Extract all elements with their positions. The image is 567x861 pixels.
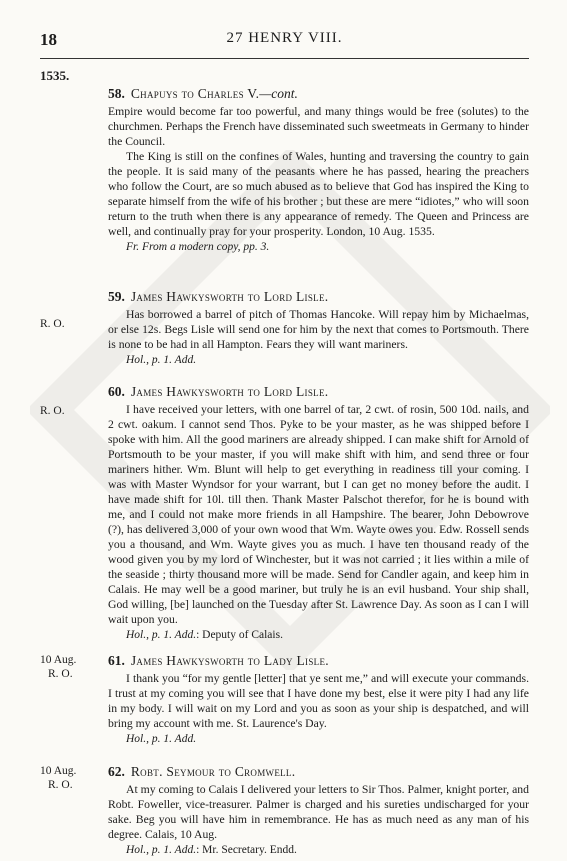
entry-heading <box>108 764 529 780</box>
entry-heading <box>108 86 529 102</box>
entry-body <box>108 653 529 747</box>
entry-body <box>108 289 529 368</box>
entry-paragraph: I thank you “for my gentle [letter] that ye sent me,” and will execute your commands. I trust at my coming you will see that I have done my best, else it were pity I had any life in my body. I will wait on my Lord and you as soon as your ship is despatched, and will bring my account with me. St. Laurence's Day. <box>108 672 529 730</box>
entry-title: James Hawkysworth to Lord Lisle. <box>130 289 329 304</box>
source-ref-text: Hol., p. 1. Add. <box>126 844 197 856</box>
entry-paragraph: At my coming to Calais I delivered your letters to Sir Thos. Palmer, knight porter, and Robt. Foweller, vice-treasurer. Palmer is charged and his sureties undischarged for your sake. Beg you will have him in remembrance. He has as much need as any man of his degree. Calais, 10 Aug. <box>108 783 529 841</box>
page-number: 18 <box>40 30 57 49</box>
entry-title: Chapuys to Charles V. <box>130 86 260 101</box>
entry-number: 62. <box>108 764 125 779</box>
entry-margin <box>40 764 102 792</box>
source-ref-address: : Deputy of Calais. <box>196 629 283 641</box>
margin-ref: R. O. <box>40 318 65 330</box>
source-ref-text: Hol., p. 1. Add. <box>126 629 197 641</box>
source-ref-text: Fr. From a modern copy, pp. 3. <box>126 241 270 253</box>
entry-source-ref <box>126 353 529 368</box>
entry-source-ref <box>126 843 529 858</box>
entry-body <box>108 764 529 858</box>
source-ref-text: Hol., p. 1. Add. <box>126 733 197 745</box>
year-marker: 1535. <box>40 68 70 83</box>
entry-body <box>108 86 529 255</box>
entry-body <box>108 384 529 643</box>
entry-heading <box>108 289 529 305</box>
entry-margin <box>40 404 102 418</box>
entry-title: Robt. Seymour to Cromwell. <box>130 764 296 779</box>
entry-number: 61. <box>108 653 125 668</box>
source-ref-text: Hol., p. 1. Add. <box>126 354 197 366</box>
margin-date: 10 Aug. <box>40 765 77 777</box>
entry-paragraph: I have received your letters, with one barrel of tar, 2 cwt. of rosin, 500 10d. nails, and 2 cwt. oakum. I cannot send Thos. Pyke to be your master, as he was shipped before I spoke with him. All the good mariners are already shipped. I can make shift for Arnold of Portsmouth to be your master, if you will make shift with him, and send three or four mariners hither. Wm. Blunt will help to get everything in readiness till your coming. I was with Master Wyndsor for your warrant, but I can get no money before the audit. I have made shift for 10l. till then. Thank Master Palschot therefor, for he is bound with me, and I could not make more friends in all Hampshire. The bearer, John Debowrove (?), has delivered 3,000 of your own wood that Wm. Wayte owes you. Edw. Rossell sends you a thousand, and Wm. Wayte gives you as much. I have ten thousand ready of the wood given you by my lord of Winchester, but it was not carried ; it lies within a mile of the seaside ; thirty thousand more will be made. Send for Candler again, and keep him in Calais. He may well be a good mariner, but truly he is an evil husband. Your ship shall, God willing, [be] launched on the Tuesday after St. Lawrence Day. As soon as I can I will wait upon you. <box>108 403 529 626</box>
entry-title: James Hawkysworth to Lady Lisle. <box>130 653 329 668</box>
entry-heading <box>108 653 529 669</box>
entry-title: James Hawkysworth to Lord Lisle. <box>130 384 329 399</box>
margin-ref: R. O. <box>40 405 65 417</box>
entry-paragraph: The King is still on the confines of Wales, hunting and traversing the country to gain the people. It is said many of the peasants where he has passed, hearing the preachers who follow the Court, are so much abused as to believe that God has inspired the King to separate himself from the wife of his brother ; but these are mere “idiotes,” who will soon return to the truth when there is any appearance of remedy. The Queen and Princess are well, and continually pray for your prosperity. London, 10 Aug. 1535. <box>108 150 529 238</box>
entry-number: 58. <box>108 86 125 101</box>
entry-heading <box>108 384 529 400</box>
margin-ref: R. O. <box>48 668 73 680</box>
entry-number: 60. <box>108 384 125 399</box>
running-title: 27 HENRY VIII. <box>226 30 343 46</box>
entry-margin <box>40 653 102 681</box>
entry-margin <box>40 317 102 331</box>
header-rule <box>40 58 529 59</box>
entry-source-ref <box>126 628 529 643</box>
entry-source-ref <box>126 732 529 747</box>
entry-paragraph: Has borrowed a barrel of pitch of Thomas Hancoke. Will repay him by Michaelmas, or else 12s. Begs Lisle will send one for him by the next that comes to Portsmouth. There is none to be had in all Hampton. Fears they will want mariners. <box>108 308 529 351</box>
page-header <box>40 30 529 52</box>
entry-source-ref <box>126 240 529 255</box>
source-ref-address: : Mr. Secretary. Endd. <box>196 844 297 856</box>
margin-date: 10 Aug. <box>40 654 77 666</box>
entry-title-suffix: —cont. <box>259 86 298 101</box>
entry-paragraph: Empire would become far too powerful, and many things would be free (solutes) to the churchmen. Perhaps the French have disseminated such sweetmeats in Germany to hinder the Council. <box>108 105 529 148</box>
margin-ref: R. O. <box>48 779 73 791</box>
entry-number: 59. <box>108 289 125 304</box>
